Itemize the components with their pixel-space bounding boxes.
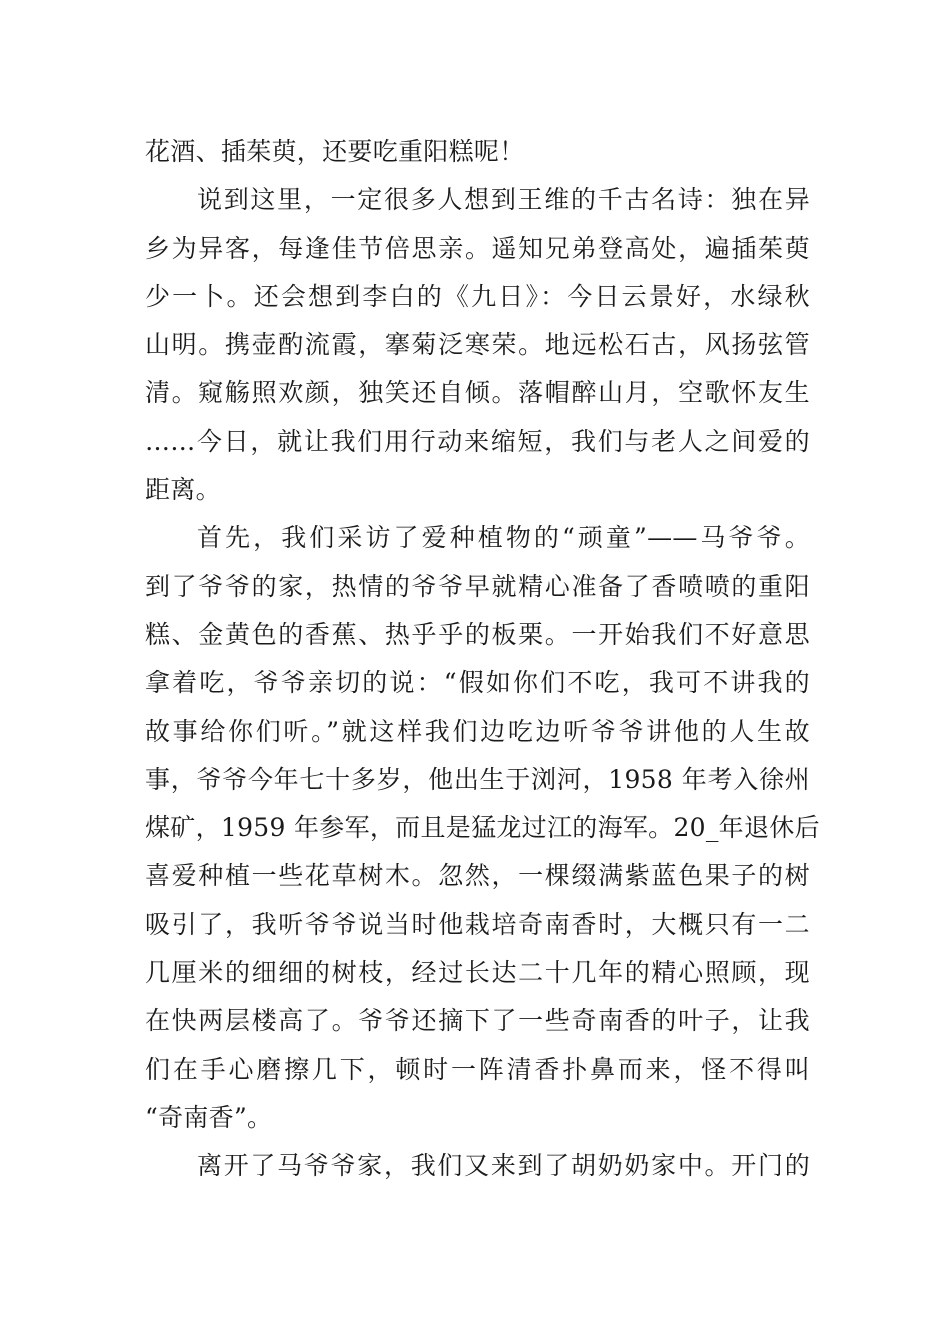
text-line: 在快两层楼高了。爷爷还摘下了一些奇南香的叶子，让我 xyxy=(145,1006,810,1036)
text-line: 首先，我们采访了爱种植物的“顽童”——马爷爷。 xyxy=(197,523,810,553)
text-line: 拿着吃，爷爷亲切的说：“假如你们不吃，我可不讲我的 xyxy=(145,668,810,698)
text-line: 说到这里，一定很多人想到王维的千古名诗：独在异 xyxy=(197,185,810,215)
text-line: 离开了马爷爷家，我们又来到了胡奶奶家中。开门的 xyxy=(197,1151,810,1181)
text-line: 距离。 xyxy=(145,475,221,505)
text-line: 花酒、插茱萸，还要吃重阳糕呢！ xyxy=(145,137,525,166)
text-line: “奇南香”。 xyxy=(145,1102,273,1132)
paragraph xyxy=(145,1142,810,1190)
body-text xyxy=(145,128,820,1191)
text-line: 几厘米的细细的树枝，经过长达二十几年的精心照顾，现 xyxy=(145,958,810,988)
text-line: 乡为异客，每逢佳节倍思亲。遥知兄弟登高处，遍插茱萸 xyxy=(145,233,810,263)
paragraph xyxy=(145,128,810,176)
text-line: 们在手心磨擦几下，顿时一阵清香扑鼻而来，怪不得叫 xyxy=(145,1054,810,1084)
text-line: 糕、金黄色的香蕉、热乎乎的板栗。一开始我们不好意思 xyxy=(145,619,810,649)
text-line: ……今日，就让我们用行动来缩短，我们与老人之间爱的 xyxy=(145,426,810,456)
text-line: 喜爱种植一些花草树木。忽然，一棵缀满紫蓝色果子的树 xyxy=(145,861,810,891)
text-line: 煤矿，1959 年参军，而且是猛龙过江的海军。20_年退休后 xyxy=(145,813,820,843)
text-line: 到了爷爷的家，热情的爷爷早就精心准备了香喷喷的重阳 xyxy=(145,571,810,601)
paragraph xyxy=(145,514,820,1142)
text-line: 清。窥觞照欢颜，独笑还自倾。落帽醉山月，空歌怀友生 xyxy=(145,378,810,408)
text-line: 事，爷爷今年七十多岁，他出生于浏河，1958 年考入徐州 xyxy=(145,764,810,794)
text-line: 故事给你们听。”就这样我们边吃边听爷爷讲他的人生故 xyxy=(145,716,810,746)
paragraph xyxy=(145,176,810,514)
text-line: 少一卜。还会想到李白的《九日》：今日云景好，水绿秋 xyxy=(145,281,810,311)
text-line: 山明。携壶酌流霞，搴菊泛寒荣。地远松石古，风扬弦管 xyxy=(145,330,810,360)
text-line: 吸引了，我听爷爷说当时他栽培奇南香时，大概只有一二 xyxy=(145,909,810,939)
